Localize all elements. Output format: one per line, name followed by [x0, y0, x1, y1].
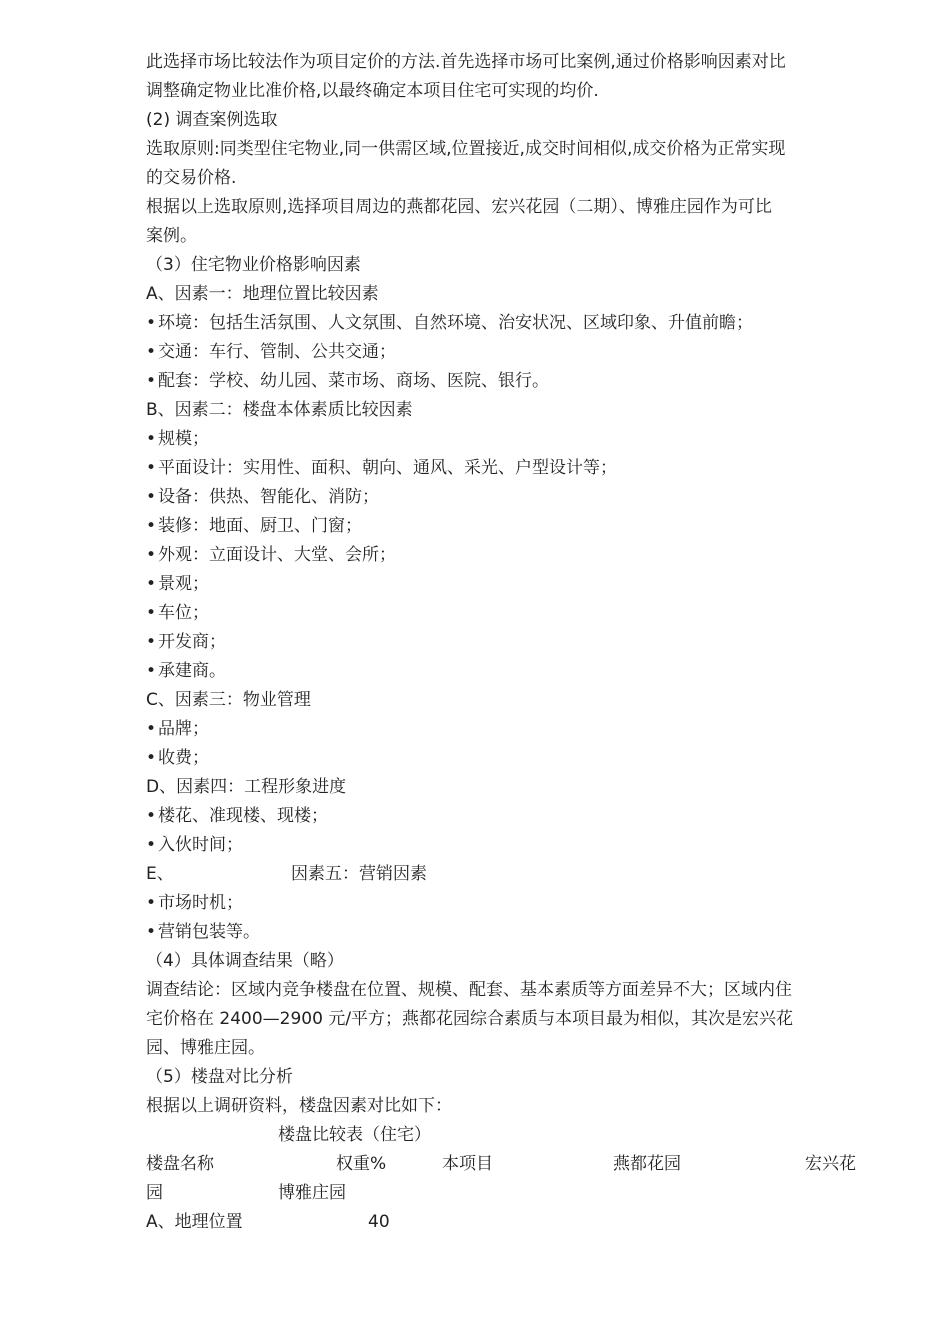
factor-a-title: A、因素一：地理位置比较因素 — [146, 284, 379, 304]
section4-conclusion-line-3: 园、博雅庄园。 — [146, 1038, 265, 1058]
factor-c-item-text: 收费； — [158, 748, 210, 768]
factor-b-item-text: 装修：地面、厨卫、门窗； — [158, 516, 363, 536]
factor-b-item — [146, 628, 876, 657]
bullet-icon: • — [146, 835, 157, 855]
bullet-icon: • — [146, 922, 157, 942]
bullet-icon: • — [146, 661, 157, 681]
factor-b-item — [146, 657, 876, 686]
factor-b-item-text: 平面设计：实用性、面积、朝向、通风、采光、户型设计等； — [158, 458, 618, 478]
bullet-icon: • — [146, 632, 157, 652]
factor-d-item — [146, 802, 876, 831]
header-yandu: 燕都花园 — [613, 1154, 681, 1174]
factor-a-item-text: 配套：学校、幼儿园、菜市场、商场、医院、银行。 — [158, 371, 550, 391]
bullet-icon: • — [146, 342, 157, 362]
factor-b-item-text: 规模； — [158, 429, 210, 449]
factor-b-item-text: 开发商； — [158, 632, 227, 652]
bullet-icon: • — [146, 545, 157, 565]
factor-b-item-text: 车位； — [158, 603, 210, 623]
factor-a-item — [146, 309, 876, 338]
intro-line-2: 调整确定物业比准价格,以最终确定本项目住宅可实现的均价. — [146, 81, 599, 101]
header-hongxing-continued: 园 — [146, 1183, 163, 1203]
factor-d-item — [146, 831, 876, 860]
bullet-icon: • — [146, 429, 157, 449]
table-header-row — [146, 1150, 876, 1179]
bullet-icon: • — [146, 458, 157, 478]
section2-cases-line-2: 案例。 — [146, 226, 197, 246]
section5-intro: 根据以上调研资料，楼盘因素对比如下： — [146, 1096, 452, 1116]
bullet-icon: • — [146, 313, 157, 333]
factor-c-item — [146, 744, 876, 773]
factor-e-title: 因素五：营销因素 — [291, 864, 427, 884]
header-weight: 权重% — [336, 1154, 387, 1174]
factor-e-item-text: 市场时机； — [158, 893, 244, 913]
bullet-icon: • — [146, 516, 157, 536]
intro-line-1: 此选择市场比较法作为项目定价的方法.首先选择市场可比案例,通过价格影响因素对比 — [146, 52, 786, 72]
bullet-icon: • — [146, 893, 157, 913]
factor-a-item-text: 环境：包括生活氛围、人文氛围、自然环境、治安状况、区域印象、升值前瞻； — [158, 313, 754, 333]
factor-d-title: D、因素四：工程形象进度 — [146, 777, 347, 797]
bullet-icon: • — [146, 371, 157, 391]
factor-a-item — [146, 338, 876, 367]
header-boya: 博雅庄园 — [278, 1183, 346, 1203]
factor-d-item-text: 楼花、准现楼、现楼； — [158, 806, 329, 826]
row-weight: 40 — [368, 1212, 390, 1232]
section2-heading: (2) 调查案例选取 — [146, 110, 278, 130]
header-name: 楼盘名称 — [146, 1154, 214, 1174]
section4-conclusion-line-2: 宅价格在 2400—2900 元/平方；燕都花园综合素质与本项目最为相似，其次是宏兴花 — [146, 1009, 794, 1029]
factor-b-item — [146, 570, 876, 599]
section2-principle-line-2: 的交易价格. — [146, 168, 237, 188]
factor-e-title-row — [146, 860, 876, 889]
factor-e-prefix: E、 — [146, 864, 174, 884]
document-page — [146, 48, 876, 1237]
factor-b-item — [146, 599, 876, 628]
factor-e-item-text: 营销包装等。 — [158, 922, 261, 942]
table-header-row-continued — [146, 1179, 876, 1208]
factor-a-item-text: 交通：车行、管制、公共交通； — [158, 342, 397, 362]
header-hongxing: 宏兴花 — [805, 1154, 856, 1174]
table-title: 楼盘比较表（住宅） — [278, 1125, 431, 1145]
factor-a-item — [146, 367, 876, 396]
factor-d-item-text: 入伙时间； — [158, 835, 244, 855]
factor-b-item-text: 外观：立面设计、大堂、会所； — [158, 545, 397, 565]
section5-heading: （5）楼盘对比分析 — [146, 1067, 293, 1087]
factor-b-title: B、因素二：楼盘本体素质比较因素 — [146, 400, 413, 420]
bullet-icon: • — [146, 748, 157, 768]
section4-heading: （4）具体调查结果（略） — [146, 951, 344, 971]
bullet-icon: • — [146, 603, 157, 623]
section2-cases-line-1: 根据以上选取原则,选择项目周边的燕都花园、宏兴花园（二期）、博雅庄园作为可比 — [146, 197, 772, 217]
factor-b-item-text: 景观； — [158, 574, 210, 594]
factor-c-item — [146, 715, 876, 744]
section2-principle-line-1: 选取原则:同类型住宅物业,同一供需区域,位置接近,成交时间相似,成交价格为正常实现 — [146, 139, 786, 159]
factor-b-item-text: 设备：供热、智能化、消防； — [158, 487, 380, 507]
header-project: 本项目 — [442, 1154, 493, 1174]
factor-c-title: C、因素三：物业管理 — [146, 690, 311, 710]
factor-b-item — [146, 541, 876, 570]
factor-b-item-text: 承建商。 — [158, 661, 227, 681]
factor-b-item — [146, 512, 876, 541]
factor-e-item — [146, 918, 876, 947]
section3-heading: （3）住宅物业价格影响因素 — [146, 255, 361, 275]
table-row — [146, 1208, 876, 1237]
factor-c-item-text: 品牌； — [158, 719, 210, 739]
bullet-icon: • — [146, 719, 157, 739]
factor-b-item — [146, 483, 876, 512]
factor-b-item — [146, 425, 876, 454]
row-label: A、地理位置 — [146, 1212, 243, 1232]
section4-conclusion-line-1: 调查结论：区域内竞争楼盘在位置、规模、配套、基本素质等方面差异不大；区域内住 — [146, 980, 792, 1000]
factor-e-item — [146, 889, 876, 918]
bullet-icon: • — [146, 574, 157, 594]
bullet-icon: • — [146, 487, 157, 507]
factor-b-item — [146, 454, 876, 483]
bullet-icon: • — [146, 806, 157, 826]
